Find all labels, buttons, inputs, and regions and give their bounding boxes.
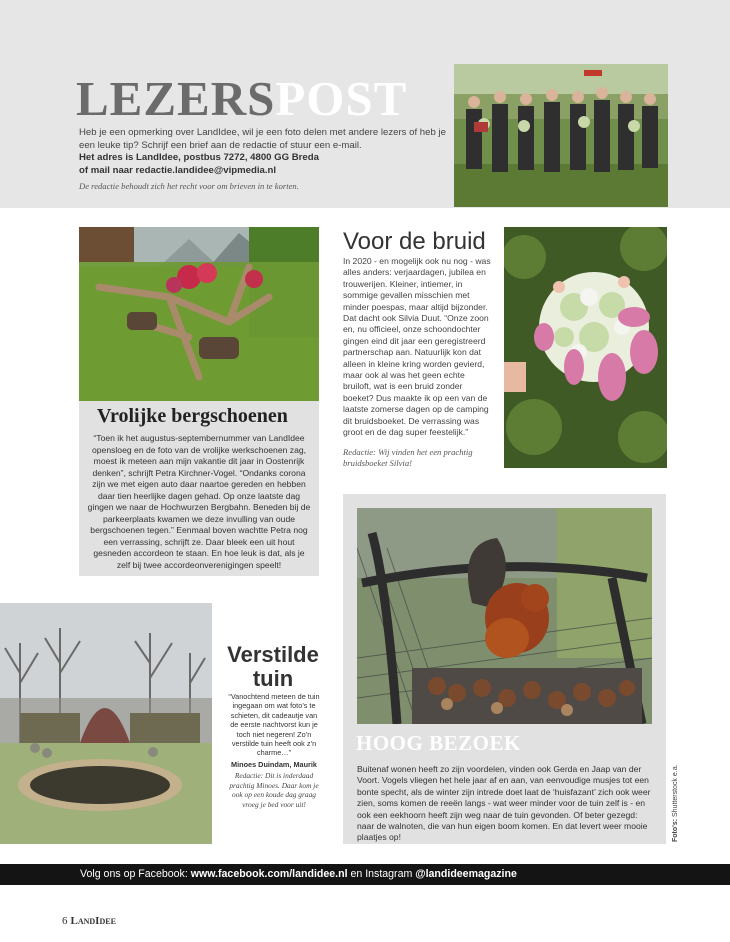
instagram-link[interactable]: @landideemagazine [415, 868, 517, 880]
hoog-bezoek-body: Buitenaf wonen heeft zo zijn voordelen, vinden ook Gerda en Jaap van der Voort. Vogels vliegen het hele jaar af en aan, van eenvoudige musjes tot een bonte specht, als de winter zijn intrede doet laat de ‘huisfazant’ zich ook weer zien, soms komen de reeën langs - wat weer minder voor de tuin zelf is - en ook een eekhoorn heeft zijn weg naar de tuin gevonden. Of beter gezegd: naar de walnoten, die van hun eigen boom komen. En dat levert weer mooie plaatjes op! [357, 764, 651, 843]
tuin-body [226, 692, 322, 769]
photo-credit-value: Shutterstock e.a. [672, 764, 679, 817]
title-part-lezers: LEZERS [76, 71, 276, 126]
hoog-bezoek-title: HOOG BEZOEK [356, 731, 521, 755]
magazine-logo: LandIdee [70, 915, 116, 927]
tuin-title: Verstilde tuin [227, 642, 319, 691]
email-line: of mail naar redactie.landidee@vipmedia.nl [79, 164, 277, 176]
bergschoenen-body: “Toen ik het augustus-septembernummer van LandIdee opensloeg en de foto van de vrolijke werkschoenen zag, moest ik meteen aan mijn vakantie dit jaar in Oostenrijk denken”, schrijft Petra Kirchner-Vogel. “Ondanks corona zijn we met eigen auto daar naartoe gereden en hebben daar tien heerlijke dagen gehad. Op onze laatste dag gingen we naar de Hochwurzen Bergbahn. Beneden bij de parkeerplaats kwamen we deze invulling van oude bergschoenen tegen.” Eenmaal boven wachtte Petra nog een verrassing, schrijft ze. Daar bleek een uit hout gesneden accordeon te staan. En hoe leuk is dat, als je zelf bij twee accordeonverenigingen speelt! [87, 433, 311, 570]
garden-photo [0, 603, 212, 844]
tuin-note: Redactie: Dit is inderdaad prachtig Minoes. Daar kom je ook op een koude dag graag vroeg je bed voor uit! [229, 771, 319, 809]
social-footer-bar [0, 864, 730, 885]
page-number: 6 [62, 915, 68, 927]
footer-facebook-label: Volg ons op Facebook: [80, 868, 188, 880]
disclaimer-text: De redactie behoudt zich het recht voor om brieven in te korten. [79, 181, 299, 192]
bergschoenen-title: Vrolijke bergschoenen [97, 405, 288, 427]
tuin-signature: Minoes Duindam, Maurik [231, 759, 317, 769]
bouquet-photo [504, 227, 667, 468]
footer-instagram-label: en Instagram [350, 868, 413, 880]
tuin-body-text: “Vanochtend meteen de tuin ingegaan om wat foto’s te schieten, dit cadeautje van de eerste nachtvorst kun je toch niet negeren! Zo’n verstilde tuin heeft ook z’n charme…” [228, 692, 320, 758]
facebook-link[interactable]: www.facebook.com/landidee.nl [190, 868, 348, 880]
bruid-title: Voor de bruid [343, 228, 486, 255]
address-line: Het adres is LandIdee, postbus 7272, 4800 GG Breda [79, 152, 319, 164]
photo-credit [672, 752, 684, 842]
bruid-body: In 2020 - en mogelijk ook nu nog - was alles anders: verjaardagen, jubilea en trouwerijen. Kleiner, intiemer, in sommige gevallen misschien met minder poespas, maar altijd bijzonder. Dat dacht ook Silvia Duut. “Onze zoon en, nu officieel, onze schoondochter gingen eind dit jaar een geregistreerd partnerschap aan. Natuurlijk kon dat alleen in kleine kring worden gevierd, maar ook al was het geen echte bruiloft, wat is een bruid zonder boeket? Dus maakte ik op een van de laatste zomerse dagen op de camping dit bruidsboeket. De verrassing was groot en de dag super feestelijk.” [343, 256, 491, 438]
title-part-post: POST [275, 71, 408, 126]
bruid-note: Redactie: Wij vinden het een prachtig bruidsboeket Silvia! [343, 447, 473, 468]
page-title [76, 71, 408, 126]
intro-block [79, 127, 451, 193]
boots-photo [79, 227, 319, 401]
squirrel-photo [357, 508, 652, 724]
intro-text: Heb je een opmerking over LandIdee, wil je een foto delen met andere lezers of heb je een leuke tip? Schrijf een brief aan de redactie of stuur een e-mail. [79, 127, 446, 151]
group-photo [454, 64, 668, 207]
photo-credit-label: Foto's: [672, 818, 679, 842]
page-footer [62, 915, 116, 927]
